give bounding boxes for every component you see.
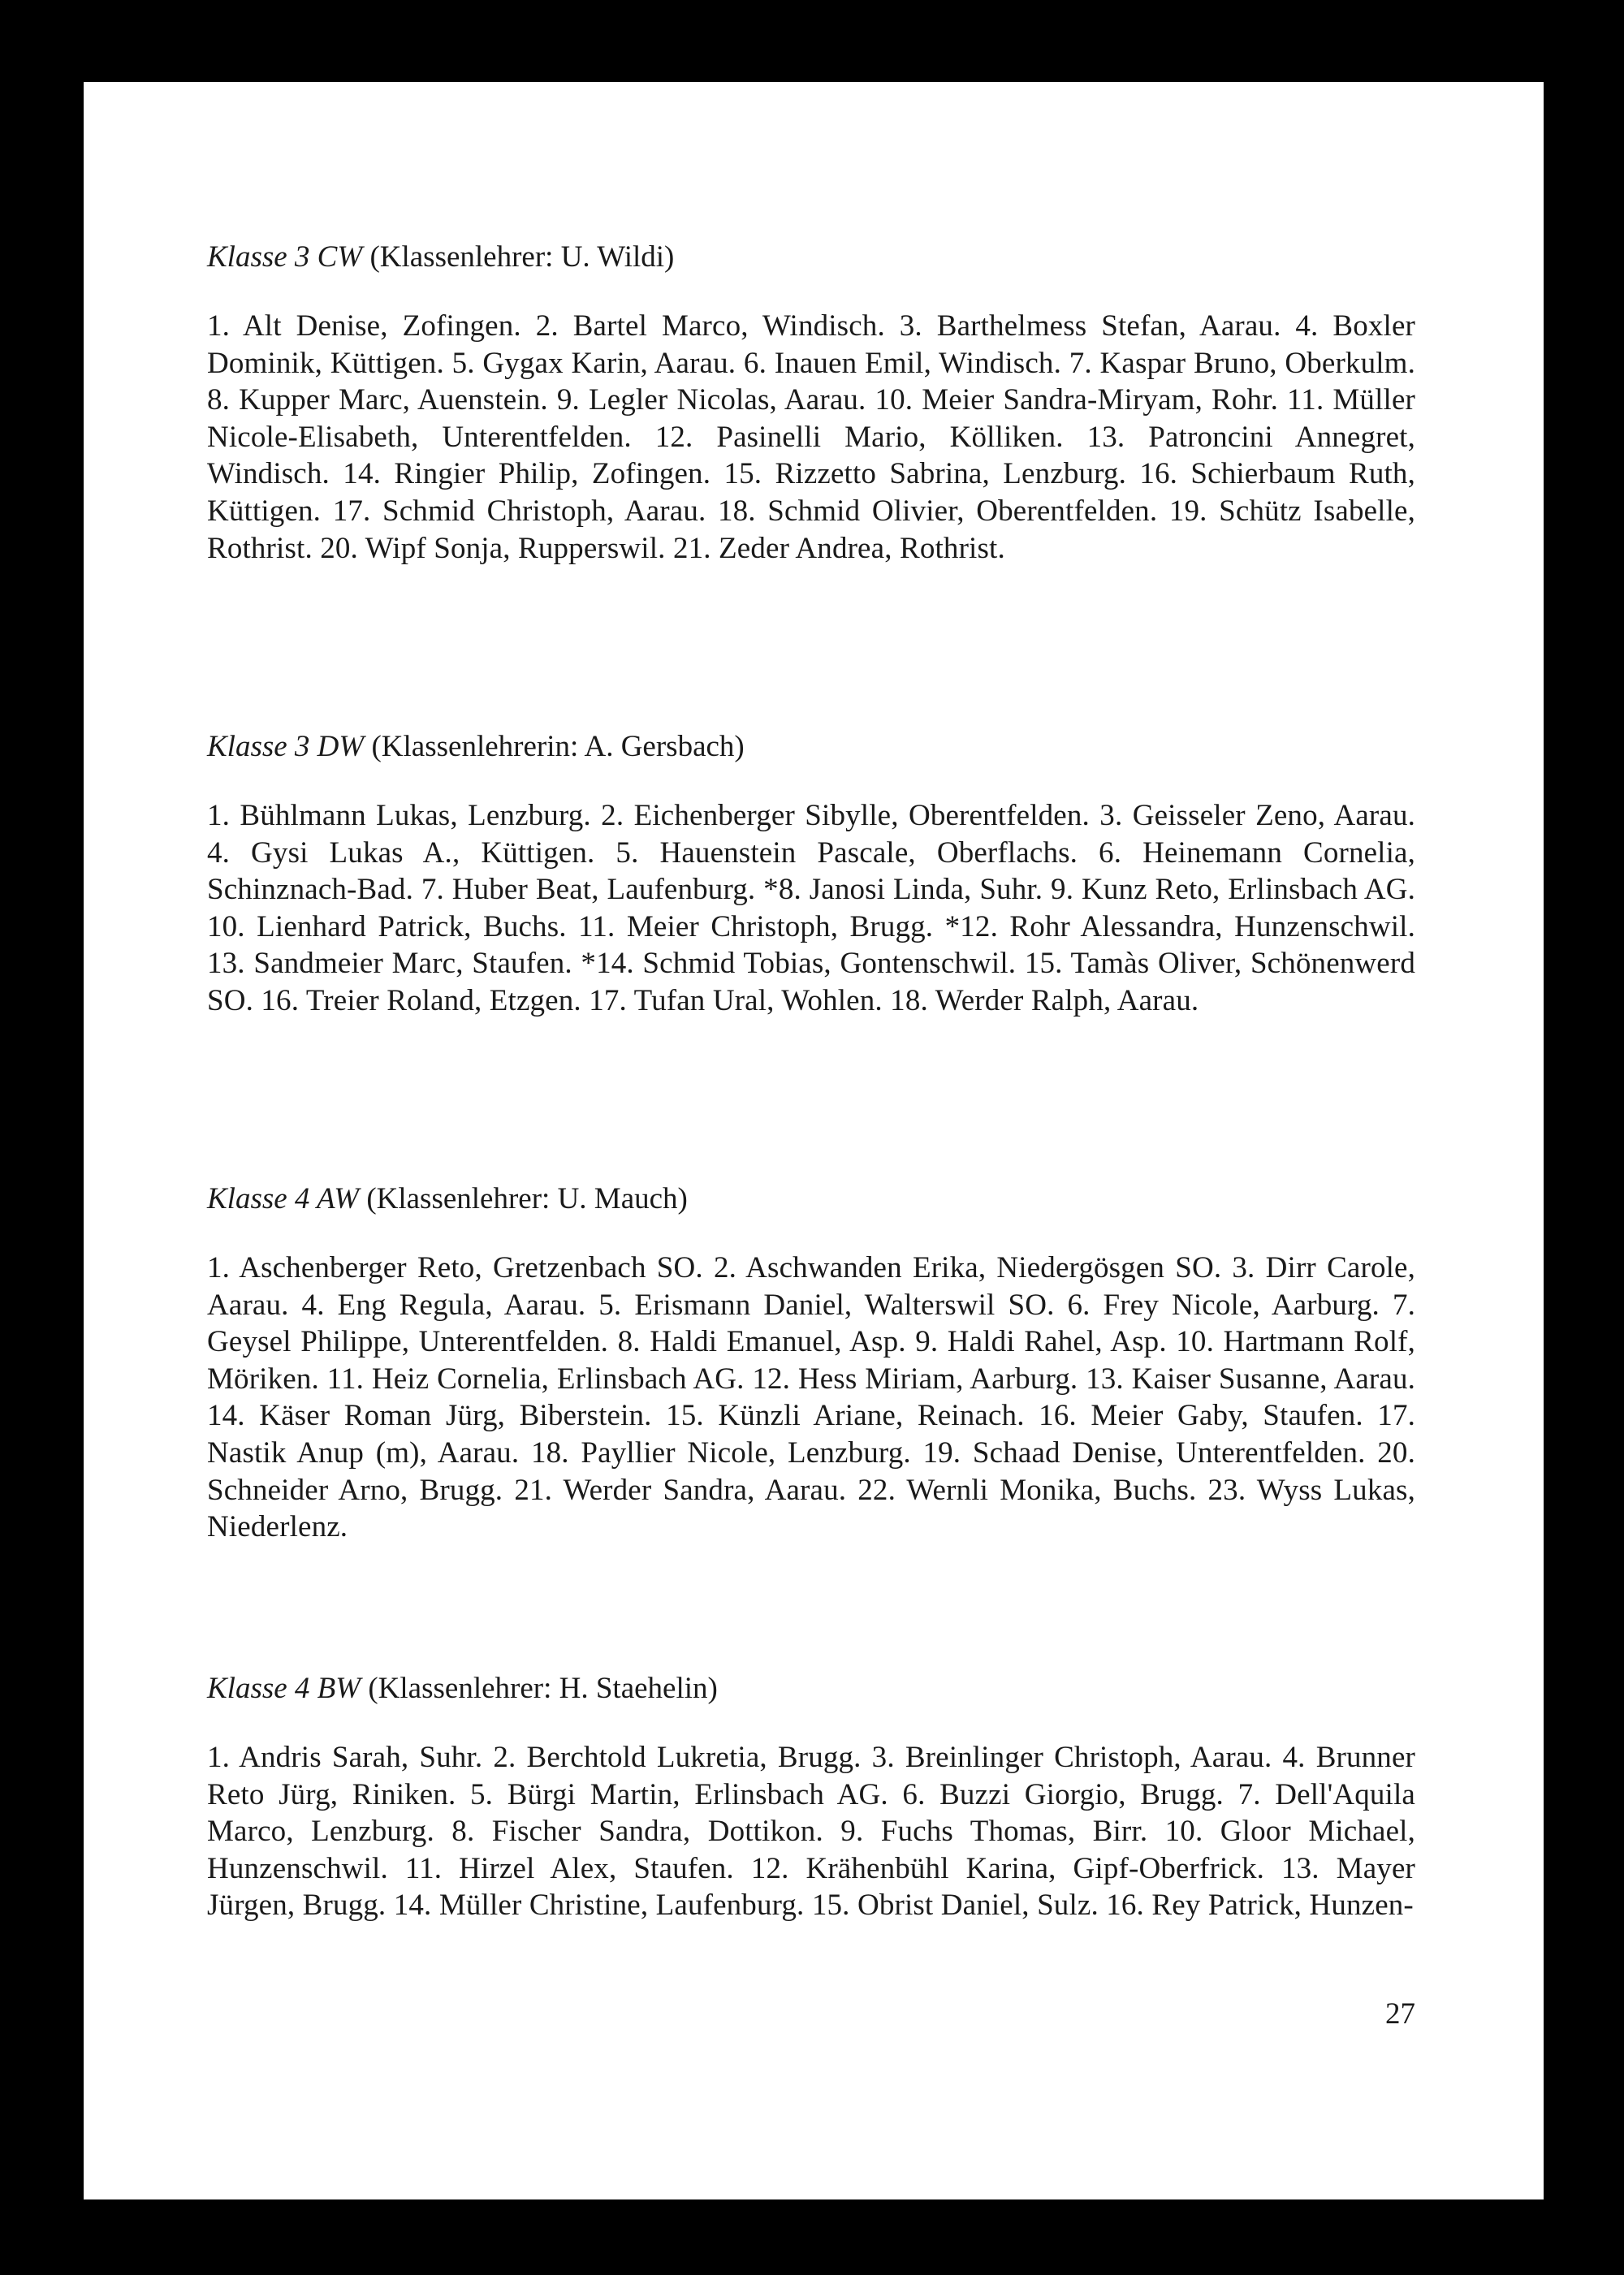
teacher-label: (Klassenlehrerin: A. Gersbach): [371, 730, 745, 763]
section-heading: [207, 1670, 1415, 1707]
section-heading: [207, 1181, 1415, 1217]
student-list: 1. Aschenberger Reto, Gretzenbach SO. 2. Aschwanden Erika, Niedergösgen SO. 3. Dirr Carole, Aarau. 4. Eng Regula, Aarau. 5. Erismann Daniel, Walterswil SO. 6. Frey Nicole, Aarburg. 7. Geysel Philippe, Unterentfelden. 8. Haldi Emanuel, Asp. 9. Haldi Rahel, Asp. 10. Hartmann Rolf, Möriken. 11. Heiz Cornelia, Erlinsbach AG. 12. Hess Miriam, Aarburg. 13. Kaiser Susanne, Aarau. 14. Käser Roman Jürg, Biberstein. 15. Künzli Ariane, Reinach. 16. Meier Gaby, Staufen. 17. Nastik Anup (m), Aarau. 18. Payllier Nicole, Lenzburg. 19. Schaad Denise, Unterentfelden. 20. Schneider Arno, Brugg. 21. Werder Sandra, Aarau. 22. Wernli Monika, Buchs. 23. Wyss Lukas, Niederlenz.: [207, 1251, 1415, 1544]
class-section-3cw: [207, 239, 1415, 567]
section-heading: [207, 728, 1415, 765]
teacher-label: (Klassenlehrer: U. Wildi): [369, 240, 675, 274]
page-number: 27: [1385, 1997, 1415, 2031]
teacher-label: (Klassenlehrer: H. Staehelin): [368, 1672, 718, 1705]
class-label: Klasse 3 DW: [207, 730, 365, 763]
class-section-3dw: [207, 728, 1415, 1020]
class-label: Klasse 4 BW: [207, 1672, 361, 1705]
student-list: 1. Alt Denise, Zofingen. 2. Bartel Marco, Windisch. 3. Barthelmess Stefan, Aarau. 4. Boxler Dominik, Küttigen. 5. Gygax Karin, Aarau. 6. Inauen Emil, Windisch. 7. Kaspar Bruno, Oberkulm. 8. Kupper Marc, Auenstein. 9. Legler Nicolas, Aarau. 10. Meier Sandra-Miryam, Rohr. 11. Müller Nicole-Elisabeth, Unterentfelden. 12. Pasinelli Mario, Kölliken. 13. Patroncini Annegret, Windisch. 14. Ringier Philip, Zofingen. 15. Rizzetto Sabrina, Lenzburg. 16. Schierbaum Ruth, Küttigen. 17. Schmid Christoph, Aarau. 18. Schmid Olivier, Oberentfelden. 19. Schütz Isabelle, Rothrist. 20. Wipf Sonja, Rupperswil. 21. Zeder Andrea, Rothrist.: [207, 309, 1415, 565]
class-section-4aw: [207, 1181, 1415, 1546]
student-list: 1. Bühlmann Lukas, Lenzburg. 2. Eichenberger Sibylle, Oberentfelden. 3. Geisseler Zeno, Aarau. 4. Gysi Lukas A., Küttigen. 5. Hauenstein Pascale, Oberflachs. 6. Heinemann Cornelia, Schinznach-Bad. 7. Huber Beat, Laufenburg. *8. Janosi Linda, Suhr. 9. Kunz Reto, Erlinsbach AG. 10. Lienhard Patrick, Buchs. 11. Meier Christoph, Brugg. *12. Rohr Alessandra, Hunzenschwil. 13. Sandmeier Marc, Staufen. *14. Schmid Tobias, Gontenschwil. 15. Tamàs Oliver, Schönenwerd SO. 16. Treier Roland, Etzgen. 17. Tufan Ural, Wohlen. 18. Werder Ralph, Aarau.: [207, 799, 1415, 1017]
student-list: 1. Andris Sarah, Suhr. 2. Berchtold Lukretia, Brugg. 3. Breinlinger Christoph, Aarau. 4. Brunner Reto Jürg, Riniken. 5. Bürgi Martin, Erlinsbach AG. 6. Buzzi Giorgio, Brugg. 7. Dell'Aquila Marco, Lenzburg. 8. Fischer Sandra, Dottikon. 9. Fuchs Thomas, Birr. 10. Gloor Michael, Hunzenschwil. 11. Hirzel Alex, Staufen. 12. Krähenbühl Karina, Gipf-Oberfrick. 13. Mayer Jürgen, Brugg. 14. Müller Christine, Laufenburg. 15. Obrist Daniel, Sulz. 16. Rey Patrick, Hunzen-: [207, 1741, 1415, 1923]
section-heading: [207, 239, 1415, 275]
document-page: [84, 82, 1544, 2199]
teacher-label: (Klassenlehrer: U. Mauch): [366, 1182, 688, 1215]
class-section-4bw: [207, 1670, 1415, 1924]
class-label: Klasse 4 AW: [207, 1182, 360, 1215]
class-label: Klasse 3 CW: [207, 240, 363, 274]
